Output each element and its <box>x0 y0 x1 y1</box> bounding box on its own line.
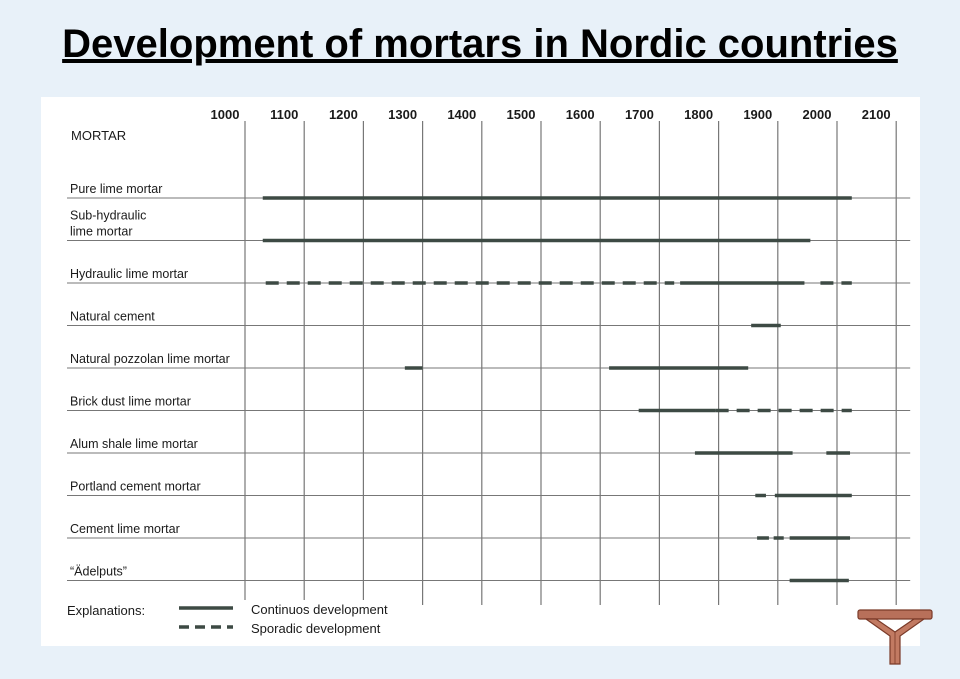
row-label-1: Sub-hydraulic <box>70 208 147 223</box>
year-tick-label-1100: 1100 <box>270 107 299 122</box>
row-label-7: Portland cement mortar <box>70 479 201 494</box>
row-label-5: Brick dust lime mortar <box>70 394 191 409</box>
year-tick-label-1400: 1400 <box>447 107 477 122</box>
year-tick-label-2100: 2100 <box>861 107 891 122</box>
legend-continuous-label: Continuos development <box>251 602 388 617</box>
year-tick-label-1300: 1300 <box>388 107 418 122</box>
year-tick-label-1900: 1900 <box>743 107 773 122</box>
year-tick-label-1200: 1200 <box>328 107 358 122</box>
row-label-6: Alum shale lime mortar <box>70 437 198 451</box>
row-label-9: “Ädelputs” <box>70 564 127 579</box>
row-label-8: Cement lime mortar <box>70 522 180 536</box>
row-label-2: Hydraulic lime mortar <box>70 267 189 281</box>
year-tick-label-1500: 1500 <box>506 107 536 122</box>
year-tick-label-1600: 1600 <box>565 107 595 122</box>
year-tick-label-1800: 1800 <box>684 107 714 122</box>
chart-panel <box>41 97 920 646</box>
mortar-header-label: MORTAR <box>71 128 127 143</box>
row-label-1-line1: lime mortar <box>70 224 133 239</box>
mortar-timeline-chart <box>41 97 920 646</box>
page-title: Development of mortars in Nordic countries <box>62 22 898 66</box>
legend-title: Explanations: <box>67 603 146 618</box>
year-tick-label-1000: 1000 <box>210 107 240 122</box>
row-label-3: Natural cement <box>70 309 155 324</box>
legend-sporadic-label: Sporadic development <box>251 621 381 636</box>
year-tick-label-2000: 2000 <box>802 107 832 122</box>
year-tick-label-1700: 1700 <box>624 107 654 122</box>
row-label-4: Natural pozzolan lime mortar <box>70 352 230 366</box>
row-label-0: Pure lime mortar <box>70 182 163 196</box>
wooden-trestle-logo-icon <box>856 606 934 668</box>
